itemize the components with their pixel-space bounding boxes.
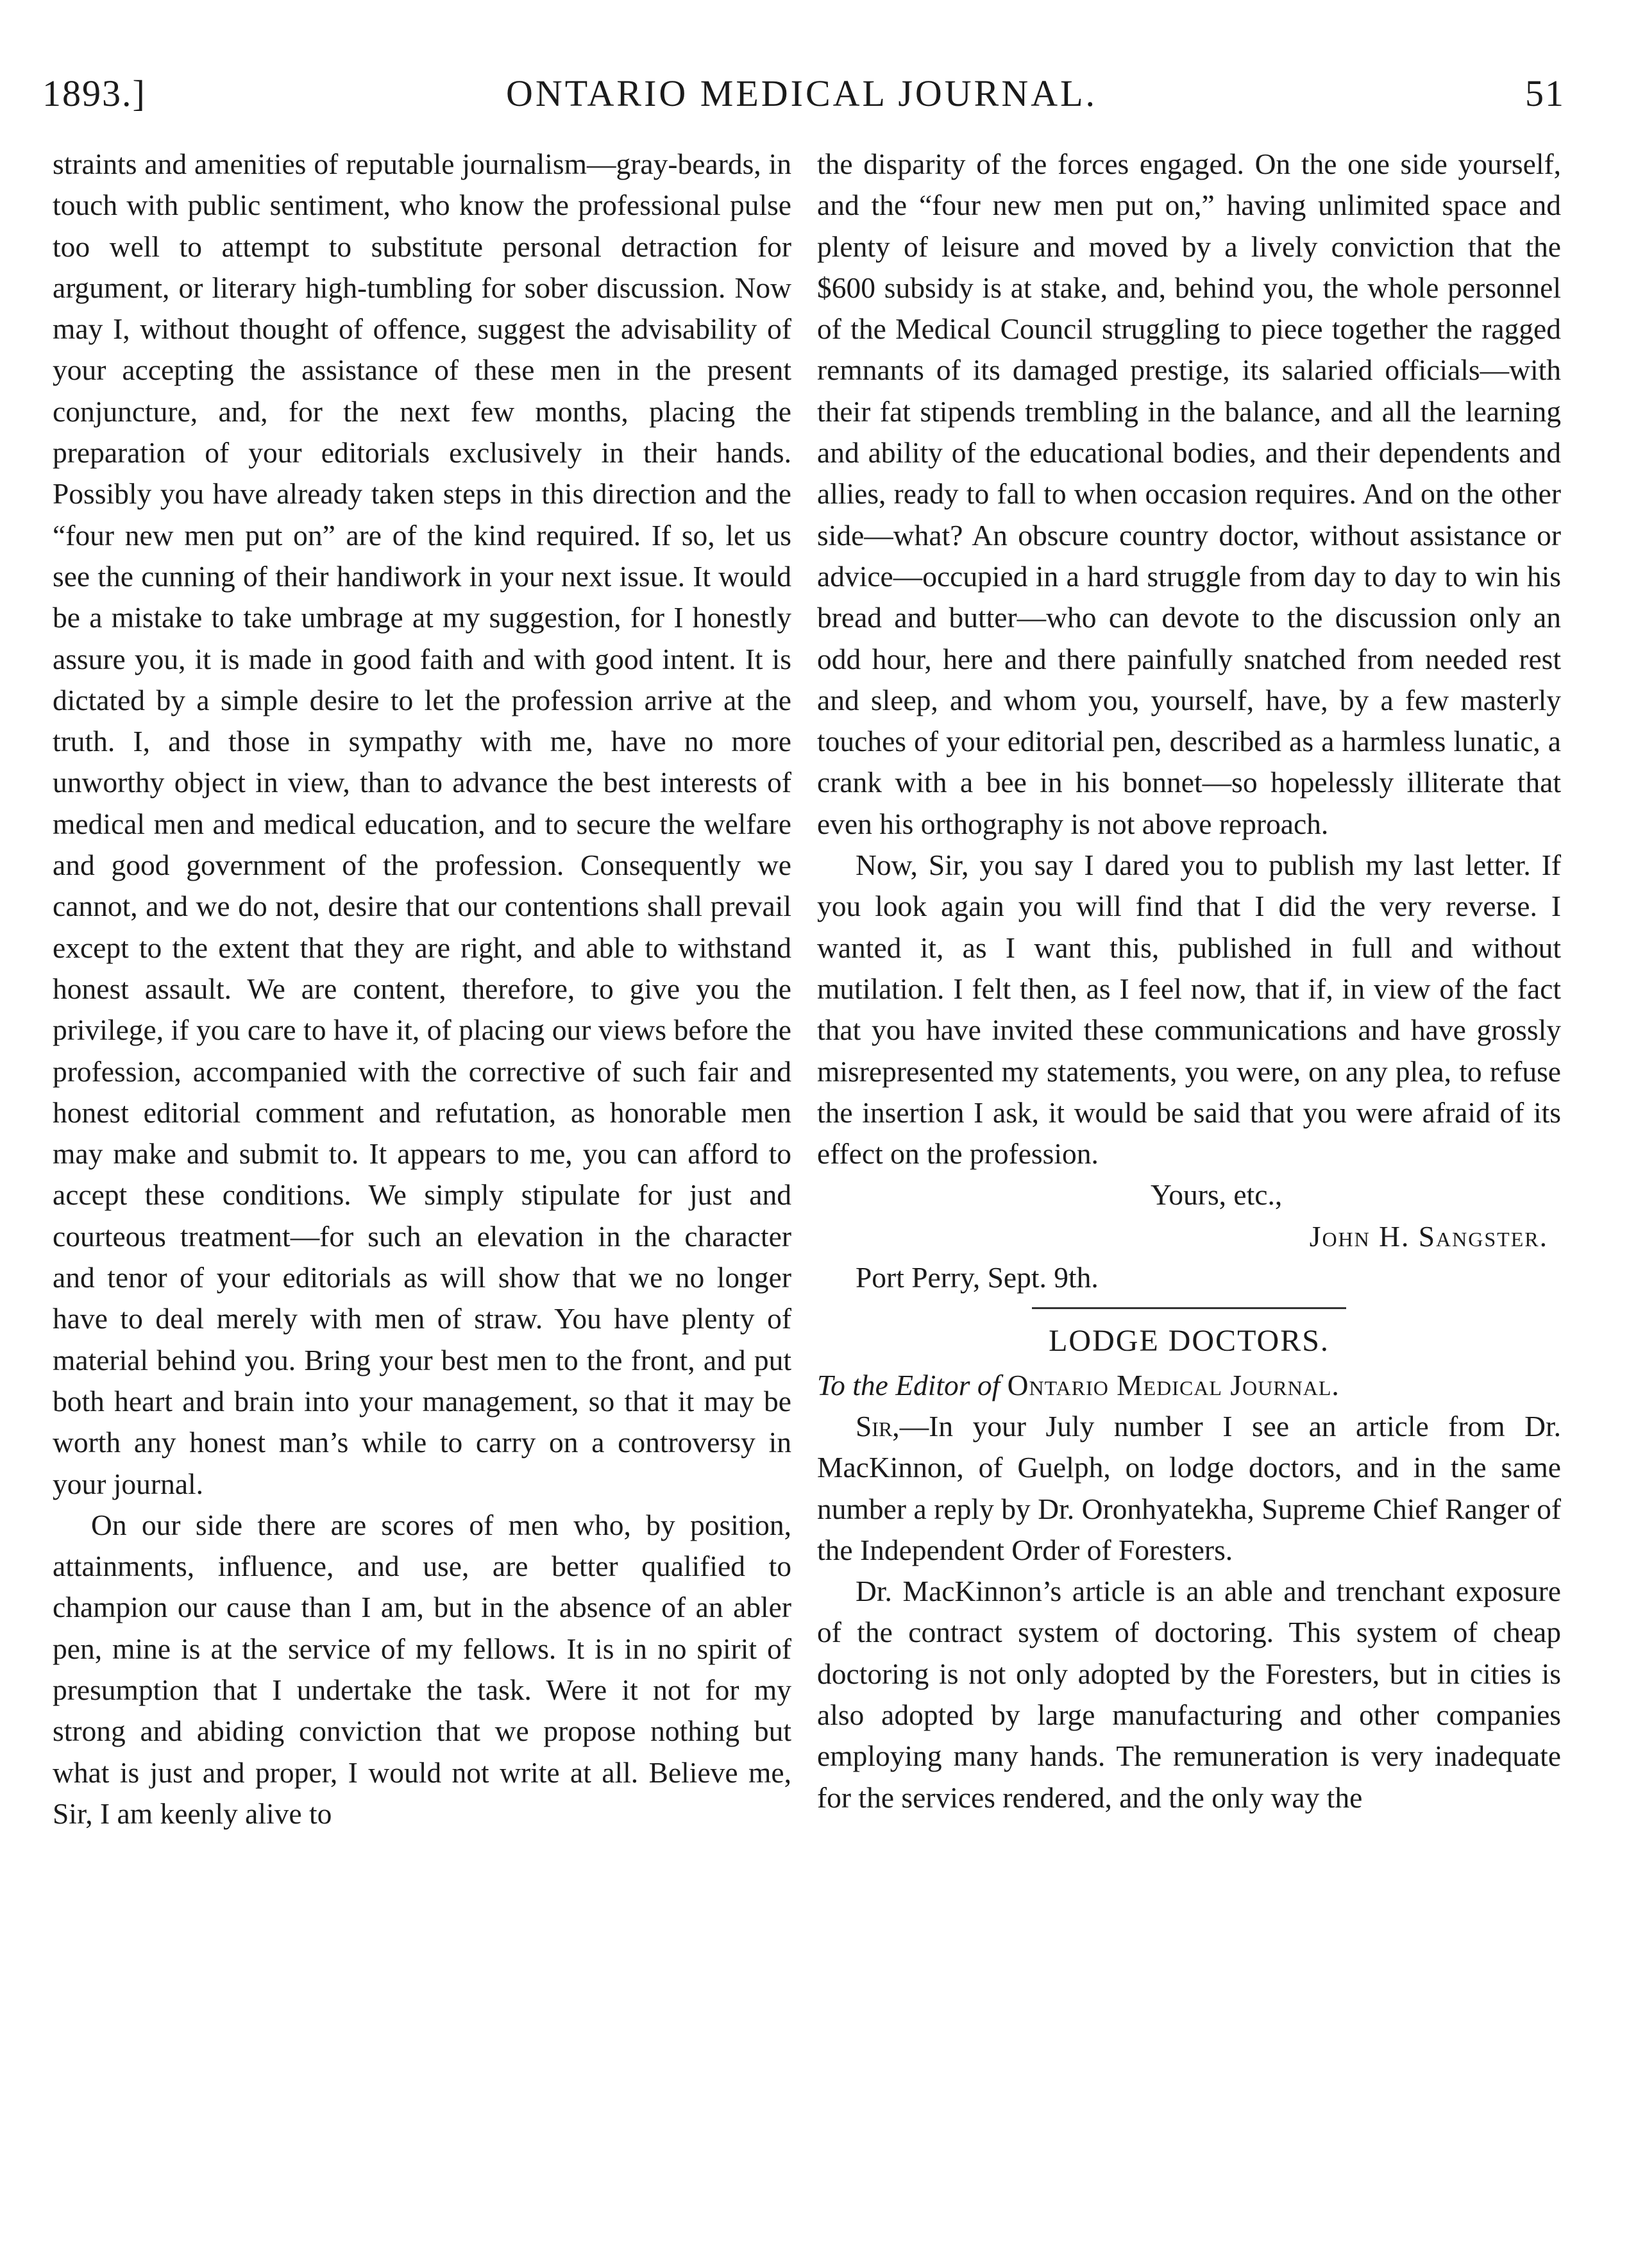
left-paragraph-1: straints and amenities of reputable journalism—gray-beards, in touch with public sentiment, who know the professional pulse too well to attempt to substitute personal detraction for argument, or literary high-tumbling for sober discussion. Now may I, without thought of offence, suggest the advisability of your accepting the assistance of these men in the present conjuncture, and, for the next few months, placing the preparation of your editorials exclusively in their hands. Possibly you have already taken steps in this direction and the “four new men put on” are of the kind required. If so, let us see the cunning of their handiwork in your next issue. It would be a mistake to take umbrage at my suggestion, for I honestly assure you, it is made in good faith and with good intent. It is dictated by a simple desire to let the profession arrive at the truth. I, and those in sympathy with me, have no more unworthy object in view, than to advance the best interests of medical men and medical education, and to secure the welfare and good government of the profession. Consequently we cannot, and we do not, desire that our contentions shall prevail except to the extent that they are right, and able to withstand honest assault. We are content, therefore, to give you the privilege, if you care to have it, of placing our views before the profession, accompanied with the corrective of such fair and honest editorial comment and refutation, as honorable men may make and submit to. It appears to me, you can afford to accept these conditions. We simply stipulate for just and courteous treatment—for such an elevation in the character and tenor of your editorials as will show that we no longer have to deal merely with men of straw. You have plenty of material behind you. Bring your best men to the front, and put both heart and brain into your management, so that it may be worth any honest man’s while to carry on a controversy in your journal. [53, 148, 791, 1500]
place-date: Port Perry, Sept. 9th. [856, 1261, 1099, 1294]
right-paragraph-3-text: —In your July number I see an article from Dr. MacKinnon, of Guelph, on lodge doctors, and in the same number a reply by Dr. Oronhyatekha, Supreme Chief Ranger of the Independent Order of Foresters. [817, 1409, 1561, 1566]
journal-title: ONTARIO MEDICAL JOURNAL. [505, 72, 1098, 114]
right-paragraph-4: Dr. MacKinnon’s article is an able and trenchant exposure of the contract system of doctoring. This system of cheap doctoring is not only adopted by the Foresters, but in cities is also adopted by large manufacturing and other companies employing many hands. The remuneration is very inadequate for the services rendered, and the only way the [817, 1575, 1561, 1814]
to-editor-label: To the Editor of [817, 1368, 1000, 1401]
letter-closing [817, 1174, 1561, 1298]
left-paragraph-2: On our side there are scores of men who, by position, attainments, influence, and use, are better qualified to champion our cause than I am, but in the absence of an abler pen, mine is at the service of my fellows. It is in no spirit of presumption that I undertake the task. Were it not for my strong and abiding conviction that we propose nothing but what is just and proper, I would not write at all. Believe me, Sir, I am keenly alive to [53, 1508, 791, 1830]
section-title: LODGE DOCTORS. [1049, 1324, 1329, 1358]
left-column [53, 144, 791, 1834]
to-editor-journal: Ontario Medical Journal. [1007, 1368, 1340, 1401]
signature: John H. Sangster. [1309, 1219, 1548, 1253]
section-divider [1032, 1307, 1346, 1309]
to-editor-line [817, 1365, 1561, 1406]
right-paragraph-3 [817, 1406, 1561, 1571]
right-paragraph-2: Now, Sir, you say I dared you to publish my last letter. If you look again you will find that I did the very reverse. I wanted it, as I want this, published in full and without mutilation. I felt then, as I feel now, that if, in view of the fact that you have invited these communications and have grossly misrepresented my statements, you were, on any plea, to refuse the insertion I ask, it would be said that you were afraid of its effect on the profession. [817, 849, 1561, 1171]
header-year: 1893.] [42, 72, 146, 114]
right-column [817, 144, 1561, 1818]
closing-phrase: Yours, etc., [1151, 1178, 1283, 1212]
salutation: Sir, [856, 1409, 900, 1443]
running-head [38, 72, 1565, 123]
page-number: 51 [1525, 72, 1565, 114]
right-paragraph-1: the disparity of the forces engaged. On the one side yourself, and the “four new men put on,” having unlimited space and plenty of leisure and moved by a lively conviction that the $600 subsidy is at stake, and, behind you, the whole personnel of the Medical Council struggling to piece together the ragged remnants of its damaged prestige, its salaried officials—with their fat stipends trembling in the balance, and all the learning and ability of the educational bodies, and their dependents and allies, ready to fall to when occasion requires. And on the other side—what? An obscure country doctor, without assistance or advice—occupied in a hard struggle from day to day to win his bread and butter—who can devote to the discussion only an odd hour, here and there painfully snatched from needed rest and sleep, and whom you, yourself, have, by a few masterly touches of your editorial pen, described as a harmless lunatic, a crank with a bee in his bonnet—so hopelessly illiterate that even his orthography is not above reproach. [817, 148, 1561, 840]
